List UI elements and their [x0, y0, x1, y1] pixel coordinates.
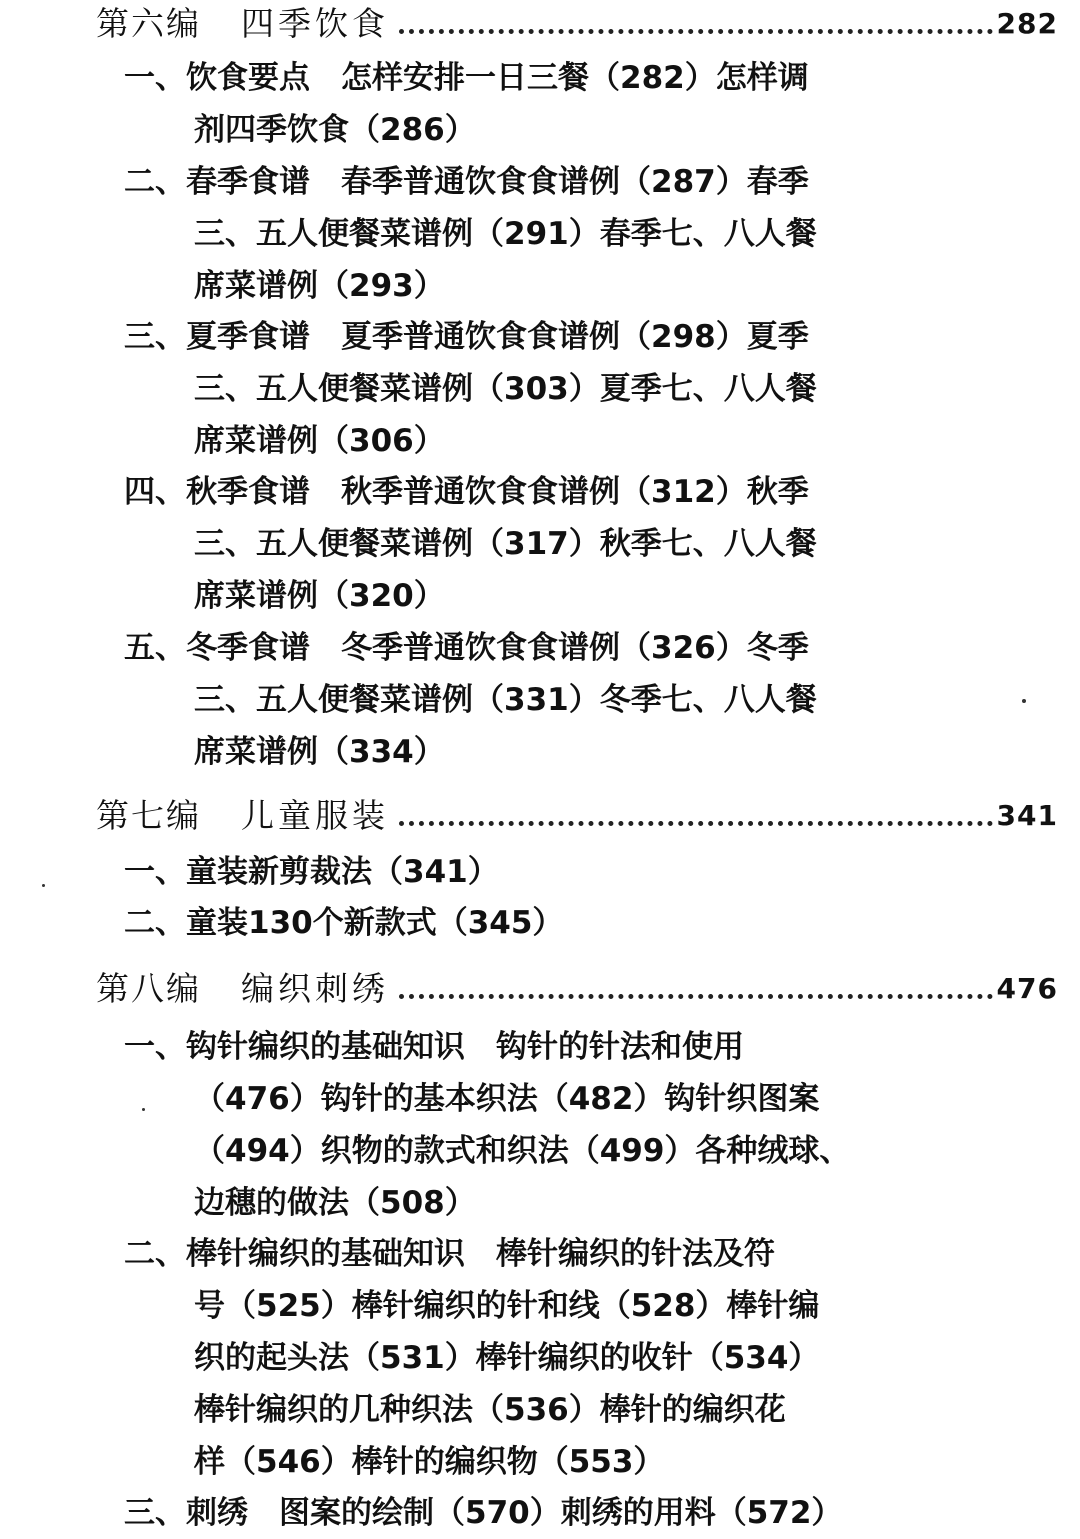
scan-speck [142, 1108, 145, 1111]
part-heading [96, 2, 1058, 46]
entry-line: 席菜谱例（306） [194, 423, 445, 459]
entry-line: 五、冬季食谱 冬季普通饮食食谱例（326）冬季 [124, 630, 809, 666]
part-heading [96, 967, 1058, 1011]
dot-leader [399, 821, 993, 826]
entry-line: 三、五人便餐菜谱例（331）冬季七、八人餐 [194, 682, 817, 718]
entry-line: 棒针编织的几种织法（536）棒针的编织花 [194, 1392, 786, 1428]
entry-line: 三、夏季食谱 夏季普通饮食食谱例（298）夏季 [124, 319, 809, 355]
entry-line: 三、刺绣 图案的绘制（570）刺绣的用料（572） [124, 1495, 843, 1531]
toc-entry [124, 1021, 914, 1229]
part-heading [96, 794, 1058, 838]
entry-line: 二、春季食谱 春季普通饮食食谱例（287）春季 [124, 164, 809, 200]
part-page-number: 476 [996, 972, 1058, 1005]
entry-line: （494）织物的款式和织法（499）各种绒球、 [194, 1133, 851, 1169]
scan-speck [1022, 699, 1026, 703]
part-title: 编织刺绣 [241, 969, 389, 1008]
toc-entry [124, 156, 914, 312]
entry-line: 席菜谱例（293） [194, 268, 445, 304]
toc-entry [124, 1228, 914, 1488]
entry-line: 一、童装新剪裁法（341） [124, 854, 499, 890]
entry-line: 席菜谱例（334） [194, 734, 445, 770]
entry-line: 一、钩针编织的基础知识 钩针的针法和使用 [124, 1029, 744, 1065]
entry-line: （476）钩针的基本织法（482）钩针织图案 [194, 1081, 820, 1117]
entry-line: 织的起头法（531）棒针编织的收针（534） [194, 1340, 820, 1376]
toc-entry [124, 846, 914, 898]
part-title: 四季饮食 [241, 4, 389, 43]
dot-leader [399, 29, 993, 34]
entry-line: 剂四季饮食（286） [194, 112, 476, 148]
toc-entry [124, 622, 914, 778]
entry-line: 席菜谱例（320） [194, 578, 445, 614]
part-number: 第八编 [96, 969, 201, 1008]
part-number: 第六编 [96, 4, 201, 43]
toc-entry [124, 311, 914, 467]
part-page-number: 282 [996, 7, 1058, 40]
entry-line: 号（525）棒针编织的针和线（528）棒针编 [194, 1288, 820, 1324]
entry-line: 四、秋季食谱 秋季普通饮食食谱例（312）秋季 [124, 474, 809, 510]
toc-entry [124, 1487, 914, 1539]
toc-entry [124, 52, 914, 156]
entry-line: 样（546）棒针的编织物（553） [194, 1444, 665, 1480]
entry-line: 三、五人便餐菜谱例（303）夏季七、八人餐 [194, 371, 817, 407]
dot-leader [399, 994, 993, 999]
toc-entry [124, 897, 914, 949]
entry-line: 二、棒针编织的基础知识 棒针编织的针法及符 [124, 1236, 775, 1272]
part-title: 儿童服装 [241, 796, 389, 835]
part-number: 第七编 [96, 796, 201, 835]
entry-line: 三、五人便餐菜谱例（317）秋季七、八人餐 [194, 526, 817, 562]
part-page-number: 341 [996, 799, 1058, 832]
entry-line: 一、饮食要点 怎样安排一日三餐（282）怎样调 [124, 60, 809, 96]
toc-entry [124, 466, 914, 622]
entry-line: 边穗的做法（508） [194, 1185, 476, 1221]
scan-speck [42, 884, 45, 887]
entry-line: 三、五人便餐菜谱例（291）春季七、八人餐 [194, 216, 817, 252]
entry-line: 二、童装130个新款式（345） [124, 905, 564, 941]
